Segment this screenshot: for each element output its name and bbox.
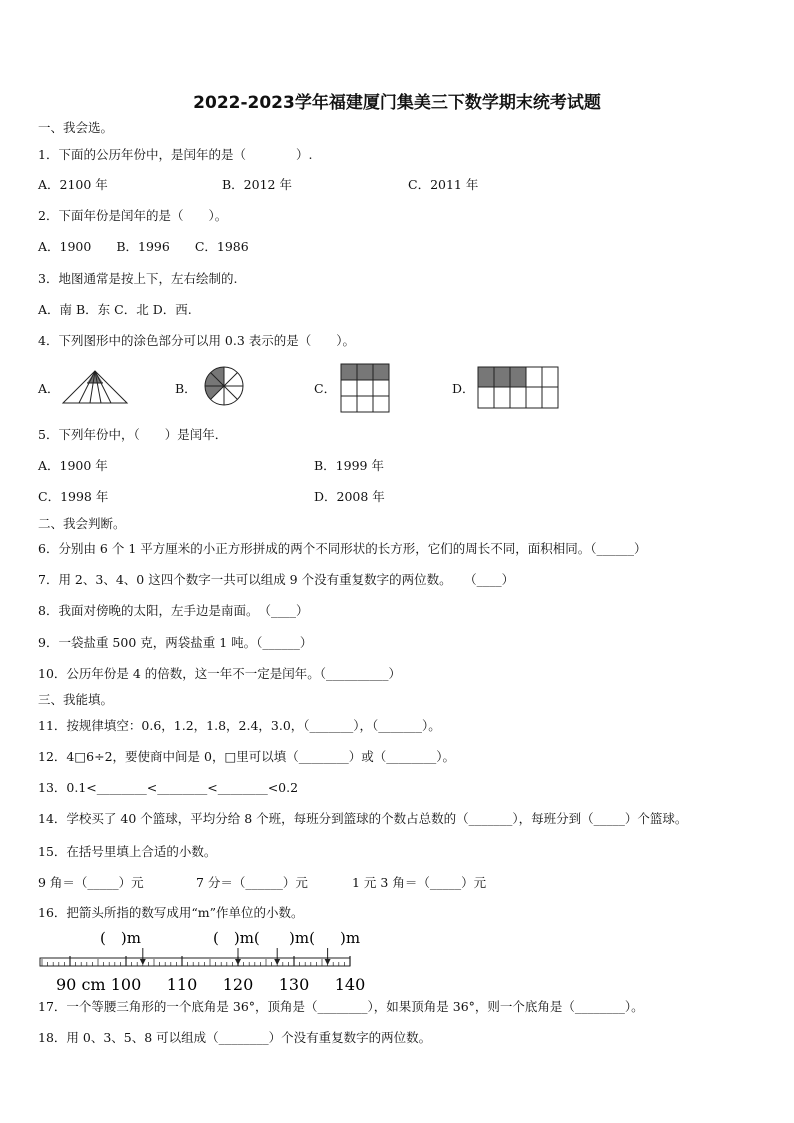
ruler-blank-2: ( )m( [213,929,260,947]
question-15-part-b: 7 分＝（______）元 [196,875,308,890]
question-4-stem: 4．下列图形中的涂色部分可以用 0.3 表示的是（ ）。 [38,333,356,348]
question-14: 14．学校买了 40 个篮球，平均分给 8 个班，每班分到篮球的个数占总数的（_______），每班分到（_____）个篮球。 [38,811,688,826]
question-5-option-b: B．1999 年 [314,458,384,473]
triangle-figure [61,369,129,405]
question-13: 13．0.1<________<________<________<0.2 [38,780,299,795]
question-3-options: A．南 B．东 C．北 D．西. [38,302,192,317]
question-6: 6．分别由 6 个 1 平方厘米的小正方形拼成的两个不同形状的长方形，它们的周长不同，面积相同。（______） [38,541,647,556]
ruler-arrowhead-1 [140,959,146,965]
question-1-option-b: B．2012 年 [222,177,292,192]
question-10: 10．公历年份是 4 的倍数，这一年不一定是闰年。（__________） [38,666,402,681]
ruler-arrowhead-4 [325,959,331,965]
section-heading-1: 一、我会选。 [38,120,114,135]
question-1-stem: 1．下面的公历年份中，是闰年的是（ ）. [38,147,313,162]
question-15-part-a: 9 角＝（_____）元 [38,875,144,890]
section-heading-3: 三、我能填。 [38,692,114,707]
ruler-label: 140 [334,975,366,994]
question-5-option-d: D．2008 年 [314,489,385,504]
question-11: 11．按规律填空：0.6，1.2，1.8，2.4，3.0，（_______），（_______）。 [38,718,441,733]
question-1-option-a: A．2100 年 [38,177,108,192]
question-3-stem: 3．地图通常是按上下，左右绘制的. [38,271,238,286]
question-4-option-c-label: C． [314,381,337,396]
question-5-stem: 5．下列年份中，（ ）是闰年． [38,427,228,442]
question-4-option-d-label: D． [452,381,475,396]
question-1-option-c: C．2011 年 [408,177,479,192]
question-7: 7．用 2、3、4、0 这四个数字一共可以组成 9 个没有重复数字的两位数。 （____） [38,572,515,587]
ruler-label: 90 cm [56,975,106,994]
question-9: 9．一袋盐重 500 克，两袋盐重 1 吨。（______） [38,635,313,650]
ruler-arrowhead-3 [274,959,280,965]
ruler-blank-3: )m( [289,929,315,947]
question-16-stem: 16．把箭头所指的数写成用“m”作单位的小数。 [38,905,304,920]
question-17: 17．一个等腰三角形的一个底角是 36°，顶角是（________），如果顶角是 36°，则一个底角是（________）。 [38,999,644,1014]
section-heading-2: 二、我会判断。 [38,516,126,531]
ruler-figure [38,926,378,998]
ruler-label: 130 [278,975,310,994]
question-2-stem: 2．下面年份是闰年的是（ ）。 [38,208,228,223]
ruler-arrowhead-2 [235,959,241,965]
ruler-blank-4: )m [340,929,361,947]
question-2-options: A．1900 B．1996 C．1986 [38,239,249,254]
question-8: 8．我面对傍晚的太阳，左手边是南面。 （____） [38,603,309,618]
ruler-blank-1: ( )m [100,929,141,947]
question-12: 12．4□6÷2，要使商中间是 0，□里可以填（________）或（________）。 [38,749,456,764]
ruler-label: 100 [110,975,142,994]
question-4-option-a-label: A． [38,381,60,396]
question-4-option-b-label: B． [175,381,197,396]
question-5-option-a: A．1900 年 [38,458,108,473]
ruler-label: 120 [222,975,254,994]
question-18: 18．用 0、3、5、8 可以组成（________）个没有重复数字的两位数。 [38,1030,432,1045]
page-title: 2022-2023学年福建厦门集美三下数学期末统考试题 [193,93,601,113]
grid-figure-c [340,363,390,413]
question-15-stem: 15．在括号里填上合适的小数。 [38,844,217,859]
question-5-option-c: C．1998 年 [38,489,109,504]
question-15-part-c: 1 元 3 角＝（_____）元 [352,875,487,890]
ruler-label: 110 [166,975,198,994]
grid-figure-d [477,366,561,410]
circle-figure [202,366,246,406]
